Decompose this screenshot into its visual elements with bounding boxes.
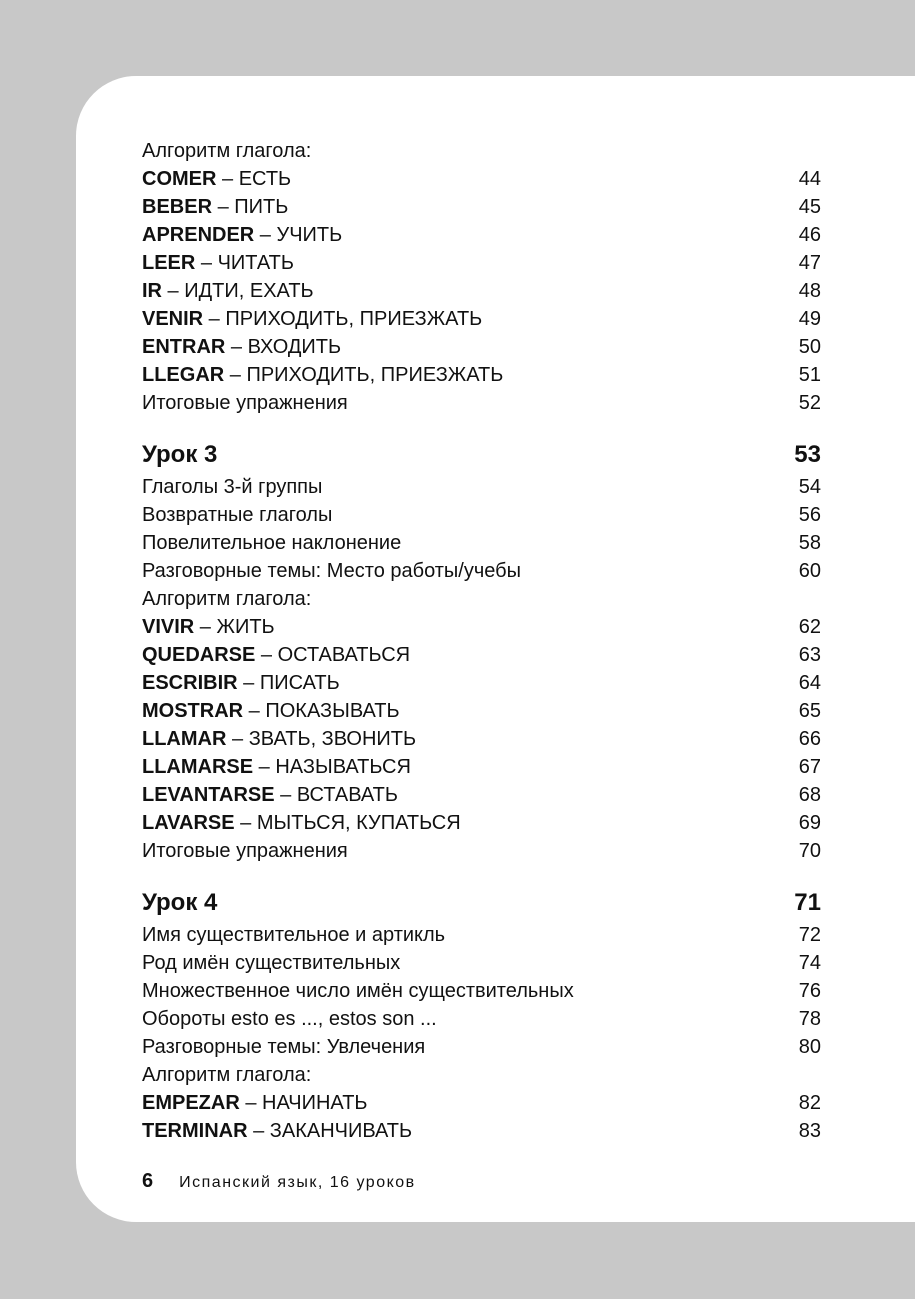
toc-entry-title: Алгоритм глагола: (142, 588, 312, 610)
toc-entry (142, 949, 821, 977)
toc-entry-title (142, 809, 461, 837)
toc-entry-page-number: 52 (798, 392, 821, 414)
toc-entry-page-number: 70 (798, 840, 821, 862)
dash-separator: – (253, 756, 276, 778)
verb: TERMINAR (142, 1120, 248, 1142)
verb-meaning: ПОКАЗЫВАТЬ (265, 700, 400, 722)
dash-separator: – (255, 644, 278, 666)
lesson-page-number: 71 (794, 889, 821, 916)
toc-entry-title (142, 1117, 412, 1145)
toc-entry-title (142, 305, 482, 333)
toc-entry-title (142, 193, 288, 221)
toc-entry-page-number: 60 (798, 560, 821, 582)
lesson-title: Урок 4 (142, 889, 218, 916)
verb: LLAMARSE (142, 756, 254, 778)
toc-entry (142, 333, 821, 361)
dash-separator: – (195, 252, 218, 274)
verb-meaning: ЗАКАНЧИВАТЬ (269, 1120, 413, 1142)
toc-entry-title (142, 165, 291, 193)
toc-entry-page-number: 49 (798, 308, 821, 330)
verb-meaning: ИДТИ, ЕХАТЬ (184, 280, 314, 302)
dash-separator: – (237, 672, 260, 694)
dash-separator: – (239, 1092, 263, 1114)
verb: IR (142, 280, 162, 302)
dash-separator: – (226, 728, 249, 750)
toc-entry (142, 165, 821, 193)
toc-entry-title: Глаголы 3-й группы (142, 476, 323, 498)
toc-entry-page-number: 69 (798, 812, 821, 834)
toc-entry-title (142, 333, 341, 361)
lesson-heading (142, 437, 821, 473)
toc-entry-page-number: 67 (798, 756, 821, 778)
verb-meaning: ЕСТЬ (238, 168, 292, 190)
toc-entry-page-number: 68 (798, 784, 821, 806)
toc-entry-page-number: 45 (798, 196, 821, 218)
verb: LEVANTARSE (142, 784, 275, 806)
lesson-title: Урок 3 (142, 441, 218, 468)
toc-entry-title: Алгоритм глагола: (142, 1064, 312, 1086)
toc-entry-page-number: 46 (798, 224, 821, 246)
toc-entry-page-number: 47 (798, 252, 821, 274)
dash-separator: – (203, 308, 226, 330)
toc-entry (142, 473, 821, 501)
toc-entry (142, 389, 821, 417)
verb-meaning: ЗВАТЬ, ЗВОНИТЬ (248, 728, 417, 750)
dash-separator: – (254, 224, 277, 246)
verb-meaning: ПРИХОДИТЬ, ПРИЕЗЖАТЬ (246, 364, 504, 386)
verb-meaning: НАЧИНАТЬ (262, 1092, 368, 1114)
toc-entry (142, 361, 821, 389)
dash-separator: – (162, 280, 185, 302)
toc-entry (142, 137, 821, 165)
lesson-heading (142, 885, 821, 921)
verb-meaning: НАЗЫВАТЬСЯ (275, 756, 411, 778)
verb: BEBER (142, 196, 213, 218)
toc-entry-title: Разговорные темы: Место работы/учебы (142, 560, 522, 582)
toc-entry-title (142, 725, 416, 753)
toc-entry (142, 725, 821, 753)
toc-entry-title (142, 249, 294, 277)
verb: LLEGAR (142, 364, 225, 386)
toc-section-continued (142, 137, 821, 417)
verb-meaning: ВСТАВАТЬ (296, 784, 399, 806)
verb: VIVIR (142, 616, 195, 638)
dash-separator: – (224, 364, 247, 386)
toc-entry (142, 837, 821, 865)
toc-entry-title: Итоговые упражнения (142, 392, 348, 414)
verb-meaning: ПИТЬ (234, 196, 289, 218)
verb-meaning: МЫТЬСЯ, КУПАТЬСЯ (256, 812, 461, 834)
lesson-page-number: 53 (794, 441, 821, 468)
toc-entry-title: Возвратные глаголы (142, 504, 333, 526)
verb: EMPEZAR (142, 1092, 240, 1114)
toc-entry-title (142, 641, 410, 669)
toc-entry (142, 221, 821, 249)
toc-entry (142, 249, 821, 277)
verb-meaning: ОСТАВАТЬСЯ (277, 644, 411, 666)
toc-entry (142, 193, 821, 221)
verb: APRENDER (142, 224, 255, 246)
toc-entry-page-number: 64 (798, 672, 821, 694)
toc-entry-page-number: 62 (798, 616, 821, 638)
toc-entry-page-number: 58 (798, 532, 821, 554)
toc-entry (142, 277, 821, 305)
toc-entry (142, 921, 821, 949)
verb-meaning: УЧИТЬ (276, 224, 343, 246)
toc-entry-title (142, 1089, 368, 1117)
verb: ENTRAR (142, 336, 226, 358)
toc-entry-page-number: 66 (798, 728, 821, 750)
toc-entry-title (142, 781, 398, 809)
toc-entry-page-number: 56 (798, 504, 821, 526)
toc-entry (142, 809, 821, 837)
page-footer (142, 1166, 416, 1196)
toc-entry (142, 781, 821, 809)
page-number: 6 (142, 1170, 154, 1192)
verb-meaning: ВХОДИТЬ (247, 336, 342, 358)
toc-entry (142, 613, 821, 641)
dash-separator: – (194, 616, 217, 638)
toc-entry-title: Множественное число имён существительных (142, 980, 574, 1002)
toc-entry-page-number: 65 (798, 700, 821, 722)
toc-entry-title (142, 697, 400, 725)
dash-separator: – (247, 1120, 270, 1142)
toc-entry (142, 753, 821, 781)
toc-entry-title: Обороты esto es ..., estos son ... (142, 1008, 437, 1030)
toc-entry (142, 529, 821, 557)
dash-separator: – (216, 168, 239, 190)
toc-entry-title: Алгоритм глагола: (142, 140, 312, 162)
toc-section-lesson3 (142, 473, 821, 865)
table-of-contents (142, 137, 821, 1145)
dash-separator: – (225, 336, 248, 358)
verb-meaning: ЧИТАТЬ (217, 252, 294, 274)
dash-separator: – (234, 812, 257, 834)
toc-entry (142, 501, 821, 529)
toc-entry (142, 641, 821, 669)
toc-entry-page-number: 82 (798, 1092, 821, 1114)
book-title: Испанский язык, 16 уроков (179, 1174, 416, 1191)
toc-entry (142, 557, 821, 585)
toc-entry (142, 1005, 821, 1033)
toc-entry (142, 1061, 821, 1089)
toc-entry-title (142, 753, 411, 781)
toc-section-lesson4 (142, 921, 821, 1145)
toc-entry (142, 697, 821, 725)
toc-entry-page-number: 48 (798, 280, 821, 302)
toc-entry (142, 669, 821, 697)
toc-entry-page-number: 72 (798, 924, 821, 946)
verb: QUEDARSE (142, 644, 256, 666)
toc-entry (142, 305, 821, 333)
verb: ESCRIBIR (142, 672, 238, 694)
toc-entry-page-number: 83 (798, 1120, 821, 1142)
toc-entry-title (142, 613, 275, 641)
verb: COMER (142, 168, 217, 190)
toc-entry-title (142, 669, 340, 697)
verb: MOSTRAR (142, 700, 244, 722)
dash-separator: – (274, 784, 297, 806)
verb-meaning: ПРИХОДИТЬ, ПРИЕЗЖАТЬ (225, 308, 483, 330)
toc-entry-page-number: 80 (798, 1036, 821, 1058)
toc-entry-title: Имя существительное и артикль (142, 924, 446, 946)
toc-entry (142, 1033, 821, 1061)
verb: VENIR (142, 308, 204, 330)
toc-entry-title (142, 361, 503, 389)
toc-entry-page-number: 74 (798, 952, 821, 974)
toc-entry-title: Итоговые упражнения (142, 840, 348, 862)
verb: LAVARSE (142, 812, 235, 834)
toc-entry-page-number: 76 (798, 980, 821, 1002)
verb-meaning: ЖИТЬ (216, 616, 275, 638)
toc-entry-page-number: 51 (798, 364, 821, 386)
toc-entry-page-number: 63 (798, 644, 821, 666)
dash-separator: – (243, 700, 266, 722)
toc-entry-title (142, 221, 342, 249)
toc-entry (142, 977, 821, 1005)
verb-meaning: ПИСАТЬ (259, 672, 340, 694)
toc-entry-page-number: 54 (798, 476, 821, 498)
toc-entry (142, 1117, 821, 1145)
verb: LLAMAR (142, 728, 227, 750)
dash-separator: – (212, 196, 235, 218)
toc-entry-title (142, 277, 314, 305)
toc-entry-title: Разговорные темы: Увлечения (142, 1036, 426, 1058)
toc-entry (142, 1089, 821, 1117)
toc-entry-page-number: 44 (798, 168, 821, 190)
toc-entry-title: Род имён существительных (142, 952, 401, 974)
verb: LEER (142, 252, 196, 274)
toc-entry (142, 585, 821, 613)
toc-entry-title: Повелительное наклонение (142, 532, 402, 554)
toc-entry-page-number: 78 (798, 1008, 821, 1030)
toc-entry-page-number: 50 (798, 336, 821, 358)
